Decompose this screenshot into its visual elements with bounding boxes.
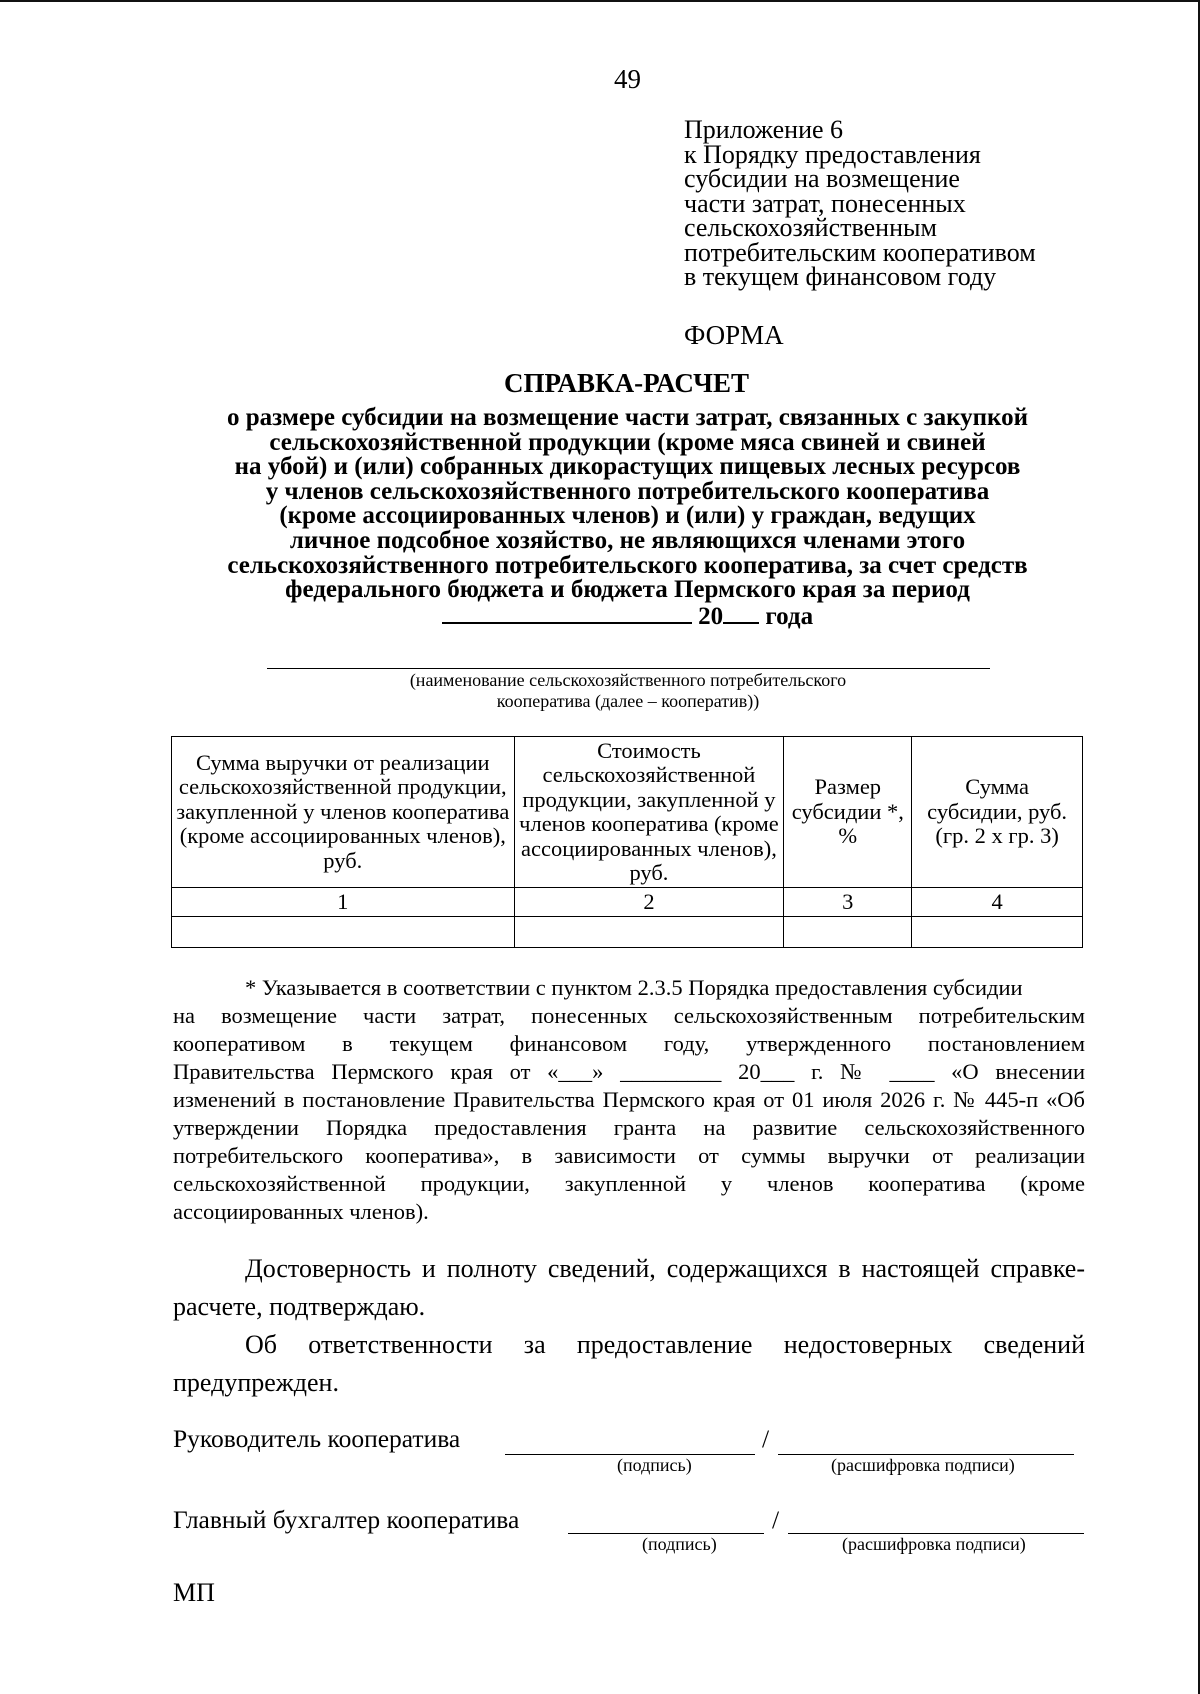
confirmation-paragraph: Достоверность и полноту сведений, содержащихся в настоящей справке-расчете, подтверждаю.: [173, 1254, 1085, 1321]
confirmation-paragraph: Об ответственности за предоставление недостоверных сведений предупрежден.: [173, 1330, 1085, 1397]
table-row: [172, 917, 1083, 948]
appendix-reference: [684, 115, 1036, 291]
period-suffix: года: [765, 603, 814, 630]
column-number: 1: [172, 888, 515, 917]
form-label: ФОРМА: [684, 320, 784, 350]
table-header-row: [172, 737, 1083, 888]
document-subtitle: [170, 406, 1085, 603]
footnote: [173, 974, 1085, 1226]
footnote-line: * Указывается в соответствии с пунктом 2.3.5 Порядка предоставления субсидии: [245, 975, 1023, 1000]
appendix-line: субсидии на возмещение: [684, 164, 960, 193]
appendix-line: к Порядку предоставления: [684, 139, 981, 169]
appendix-line: сельскохозяйственным: [684, 213, 937, 242]
appendix-line: в текущем финансовом году: [684, 262, 997, 291]
accountant-signature-label: Главный бухгалтер кооператива: [173, 1505, 520, 1534]
subtitle-line: федерального бюджета и бюджета Пермского края за период: [285, 576, 970, 604]
table-cell[interactable]: [784, 917, 912, 948]
subtitle-line: личное подсобное хозяйство, не являющихся членами этого: [289, 526, 966, 554]
cooperative-name-field[interactable]: [267, 668, 990, 669]
signature-separator: /: [762, 1424, 770, 1453]
appendix-line: потребительским кооперативом: [684, 237, 1036, 267]
cooperative-name-caption: [0, 670, 1200, 712]
column-number: 2: [514, 888, 784, 917]
header-subsidy-amount: Сумма субсидии, руб. (гр. 2 х гр. 3): [912, 737, 1083, 888]
subtitle-line: сельскохозяйственной продукции (кроме мяса свиней и свиней: [269, 428, 986, 456]
document-title: СПРАВКА-РАСЧЕТ: [504, 368, 749, 398]
column-number: 4: [912, 888, 1083, 917]
subtitle-line: у членов сельскохозяйственного потребительского кооператива: [265, 477, 990, 505]
table-cell[interactable]: [514, 917, 784, 948]
footnote-line: на возмещение части затрат, понесенных сельскохозяйственным потребительским: [173, 1003, 1085, 1028]
subtitle-line: сельскохозяйственного потребительского кооператива, за счет средств: [227, 551, 1028, 579]
footnote-line: Правительства Пермского края от «___» _________ 20___ г. № ____ «О внесении: [173, 1059, 1085, 1084]
subtitle-line: о размере субсидии на возмещение части затрат, связанных с закупкой: [226, 404, 1029, 431]
signature-separator: /: [772, 1505, 780, 1534]
subtitle-line: (кроме ассоциированных членов) и (или) у граждан, ведущих: [279, 502, 976, 530]
footnote-line: кооперативом в текущем финансовом году, утвержденного постановлением: [173, 1031, 1085, 1056]
period-year-blank[interactable]: [723, 602, 759, 624]
accountant-decoding-caption: (расшифровка подписи): [842, 1534, 1026, 1554]
caption-line: кооператива (далее – кооператив)): [496, 691, 760, 711]
subtitle-line: на убой) и (или) собранных дикорастущих пищевых лесных ресурсов: [234, 453, 1021, 481]
header-revenue: Сумма выручки от реализации сельскохозяйственной продукции, закупленной у членов кооператива (кроме ассоциированных членов), руб.: [172, 737, 515, 888]
table-cell[interactable]: [172, 917, 515, 948]
header-subsidy-rate: Размер субсидии *, %: [784, 737, 912, 888]
appendix-line: Приложение 6: [684, 115, 844, 144]
period-line: [170, 602, 1085, 631]
footnote-text: изменений в постановление Правительства Пермского края от 01 июля 2026 г. № 445-п «Об утверждении Порядка предоставления гранта на развитие сельскохозяйственного потребительского кооператива», в зависимости от суммы выручки от реализации сельскохозяйственной продукции, закупленной у членов кооператива (кроме ассоциированных членов).: [173, 1087, 1085, 1224]
head-signature-caption: (подпись): [617, 1455, 692, 1475]
period-year-prefix: 20: [698, 603, 724, 630]
head-decoding-caption: (расшифровка подписи): [831, 1455, 1015, 1475]
column-number: 3: [784, 888, 912, 917]
caption-line: (наименование сельскохозяйственного потребительского: [409, 670, 847, 690]
confirmation-block: [173, 1250, 1085, 1402]
stamp-placeholder: МП: [173, 1578, 215, 1607]
accountant-signature-caption: (подпись): [642, 1534, 717, 1554]
scan-border-top: [0, 0, 1200, 2]
page-number: 49: [614, 64, 641, 94]
header-cost: Стоимость сельскохозяйственной продукции, закупленной у членов кооператива (кроме ассоциированных членов), руб.: [514, 737, 784, 888]
period-blank[interactable]: [442, 602, 692, 624]
head-signature-label: Руководитель кооператива: [173, 1424, 461, 1453]
calculation-table: [171, 736, 1083, 948]
appendix-line: части затрат, понесенных: [684, 188, 966, 218]
table-column-numbers-row: [172, 888, 1083, 917]
table-cell[interactable]: [912, 917, 1083, 948]
